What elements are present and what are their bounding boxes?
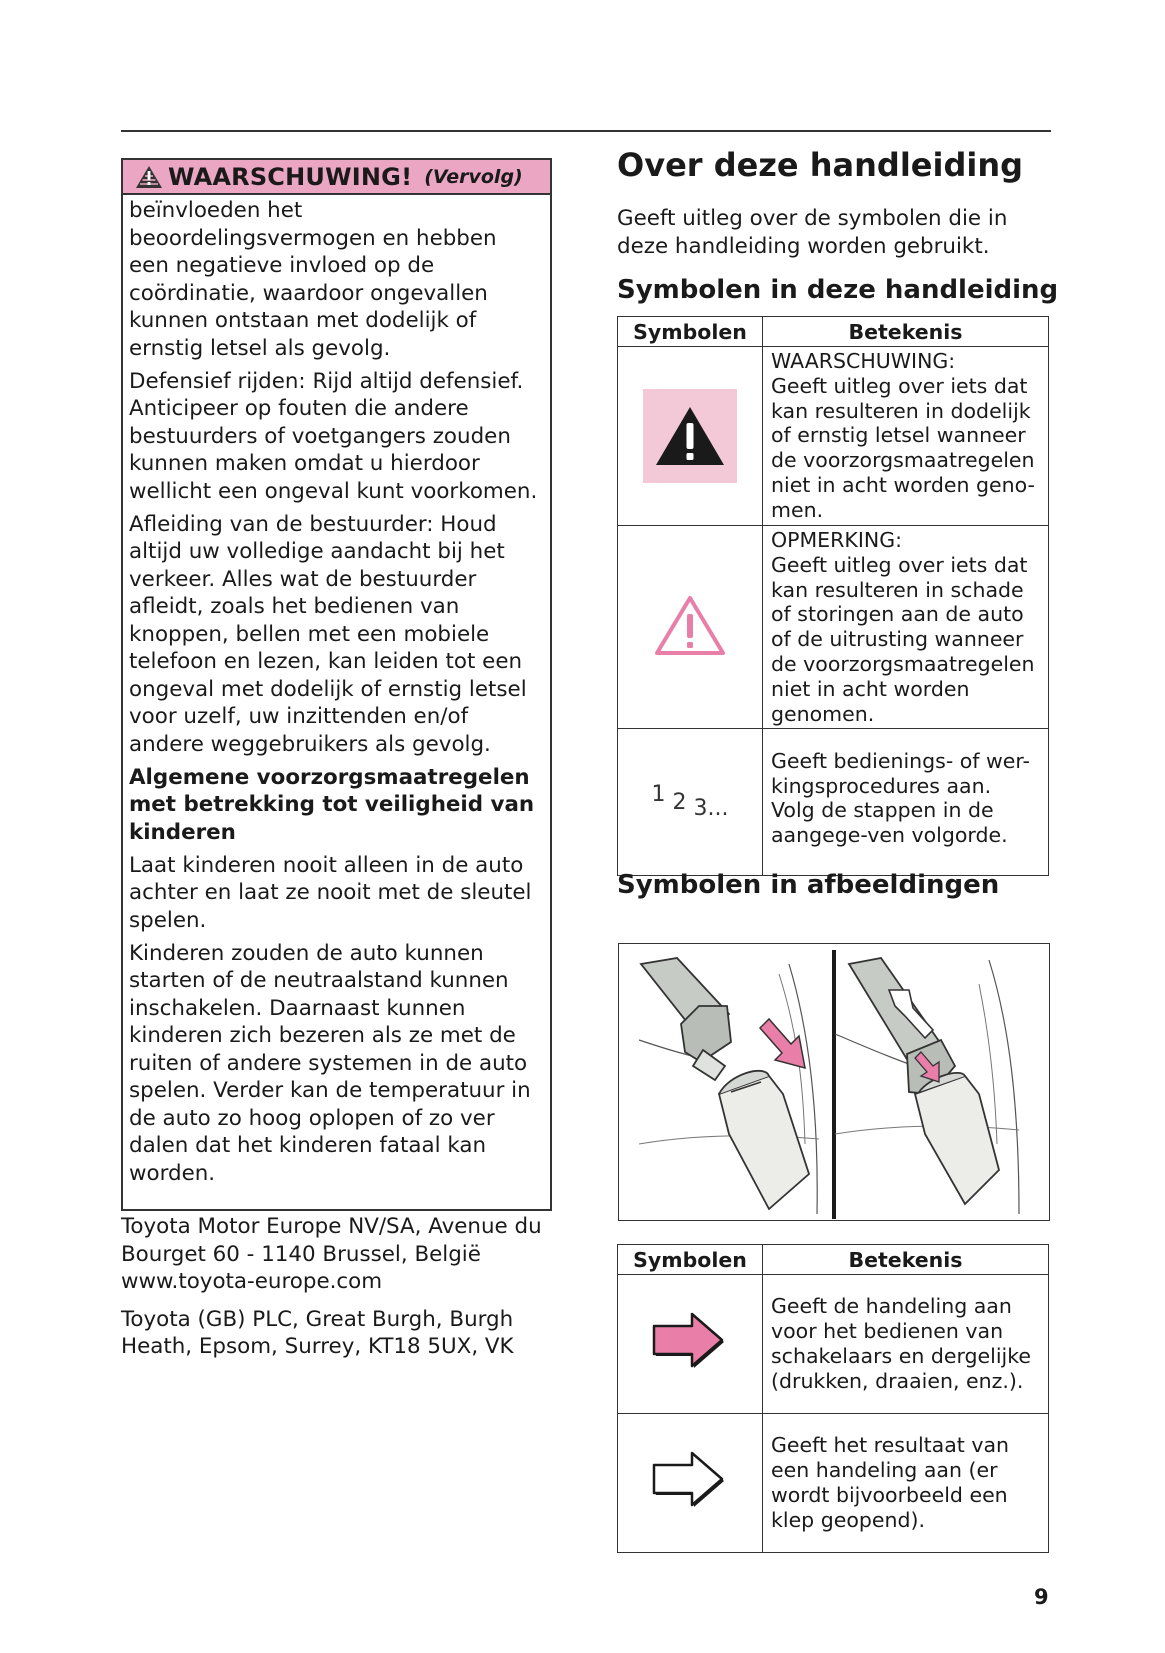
symbol-description: Geeft het resultaat van een handeling aan (er wordt bijvoorbeeld een klep geopend). bbox=[771, 1433, 1010, 1532]
warning-triangle-icon bbox=[135, 165, 163, 189]
symbol-description: Geeft de handeling aan voor het bedienen van schakelaars en dergelijke (drukken, draaien, enz.). bbox=[771, 1294, 1031, 1393]
warning-paragraph: Afleiding van de bestuurder: Houd altijd uw volledige aandacht bij het verkeer. Alles wat de bestuurder afleidt, zoals het bedienen van knoppen, bellen met een mobiele telefoon en lezen, kan leiden tot een ongeval met dodelijk of ernstig letsel voor uzelf, uw inzittenden en/of andere weggebruikers als gevolg. bbox=[129, 511, 527, 757]
section-heading-symbols: Symbolen in deze handleiding bbox=[617, 275, 1059, 305]
table-row bbox=[618, 1275, 1049, 1414]
table-header-row bbox=[618, 1245, 1049, 1275]
address-uk: Toyota (GB) PLC, Great Burgh, Burgh Heath, Epsom, Surrey, KT18 5UX, VK bbox=[121, 1306, 514, 1359]
pink-filled-arrow-icon bbox=[652, 1312, 728, 1372]
symbol-description: Geeft bedienings- of wer-kingsprocedures aan. Volg de stappen in de aangege-ven volgorde. bbox=[771, 748, 1030, 848]
page-number: 9 bbox=[1034, 1585, 1049, 1609]
address-brussels: Toyota Motor Europe NV/SA, Avenue du Bourget 60 - 1140 Brussel, België www.toyota-europe.com bbox=[121, 1214, 542, 1294]
warning-subheading: Algemene voorzorgsmaatregelen met betrekking tot veiligheid van kinderen bbox=[129, 764, 535, 845]
warning-header bbox=[123, 160, 550, 195]
buckle-insert-figure bbox=[639, 958, 819, 1214]
warning-paragraph: Laat kinderen nooit alleen in de auto achter en laat ze nooit met de sleutel spelen. bbox=[129, 852, 532, 933]
column-header-meaning: Betekenis bbox=[763, 1245, 1049, 1275]
warning-paragraph: Kinderen zouden de auto kunnen starten of de neutraalstand kunnen inschakelen. Daarnaast kunnen kinderen zich bezeren als ze met de ruiten of andere systemen in de auto spelen. Verder kan de temperatuur in de auto zo hoog oplopen of zo ver dalen dat het kinderen fataal kan worden. bbox=[129, 940, 531, 1186]
warning-triangle-icon bbox=[643, 389, 737, 483]
buckle-release-figure bbox=[835, 958, 1019, 1214]
step-number: 2 bbox=[672, 789, 687, 815]
symbol-label: WAARSCHUWING: bbox=[771, 349, 956, 373]
warning-title: WAARSCHUWING! bbox=[168, 162, 413, 191]
warning-subtitle: (Vervolg) bbox=[424, 165, 523, 188]
symbol-description: Geeft uitleg over iets dat kan resulteren in schade of storingen aan de auto of de uitrusting wanneer de voorzorgsmaatregelen niet in acht worden genomen. bbox=[771, 552, 1035, 726]
caution-triangle-outline-icon bbox=[654, 594, 726, 656]
step-numbers-icon bbox=[651, 781, 729, 821]
table-row bbox=[618, 1414, 1049, 1553]
column-header-symbols: Symbolen bbox=[618, 317, 763, 347]
top-rule bbox=[121, 130, 1051, 132]
outline-arrow-icon bbox=[652, 1451, 728, 1511]
address-block bbox=[121, 1213, 561, 1361]
step-number: 3... bbox=[693, 795, 729, 821]
warning-paragraph: Defensief rijden: Rijd altijd defensief. Anticipeer op fouten die andere bestuurders of voetgangers zouden kunnen maken omdat u hierdoor wellicht een ongeval kunt voorkomen. bbox=[129, 368, 538, 504]
warning-paragraph: beïnvloeden het beoordelingsvermogen en hebben een negatieve invloed op de coördinatie, waardoor ongevallen kunnen ontstaan met dodelijk of ernstig letsel als gevolg. bbox=[129, 198, 497, 361]
symbol-description: Geeft uitleg over iets dat kan resulteren in dodelijk of ernstig letsel wanneer de voorzorgsmaatregelen niet in acht worden geno-men. bbox=[771, 373, 1035, 522]
page-title: Over deze handleiding bbox=[617, 146, 1024, 184]
symbol-label: OPMERKING: bbox=[771, 528, 902, 552]
table-header-row bbox=[618, 317, 1049, 347]
step-number: 1 bbox=[651, 781, 666, 807]
column-header-symbols: Symbolen bbox=[618, 1245, 763, 1275]
figure-symbols-table bbox=[617, 1244, 1049, 1553]
table-row bbox=[618, 347, 1049, 526]
intro-text: Geeft uitleg over de symbolen die in deze handleiding worden gebruikt. bbox=[617, 206, 1008, 259]
symbols-table bbox=[617, 316, 1049, 876]
column-header-meaning: Betekenis bbox=[763, 317, 1049, 347]
table-row bbox=[618, 729, 1049, 876]
table-row bbox=[618, 526, 1049, 729]
warning-box bbox=[121, 158, 552, 1211]
section-heading-figures: Symbolen in afbeeldingen bbox=[617, 870, 1000, 900]
warning-body bbox=[123, 195, 550, 1187]
seatbelt-illustration bbox=[618, 943, 1050, 1221]
